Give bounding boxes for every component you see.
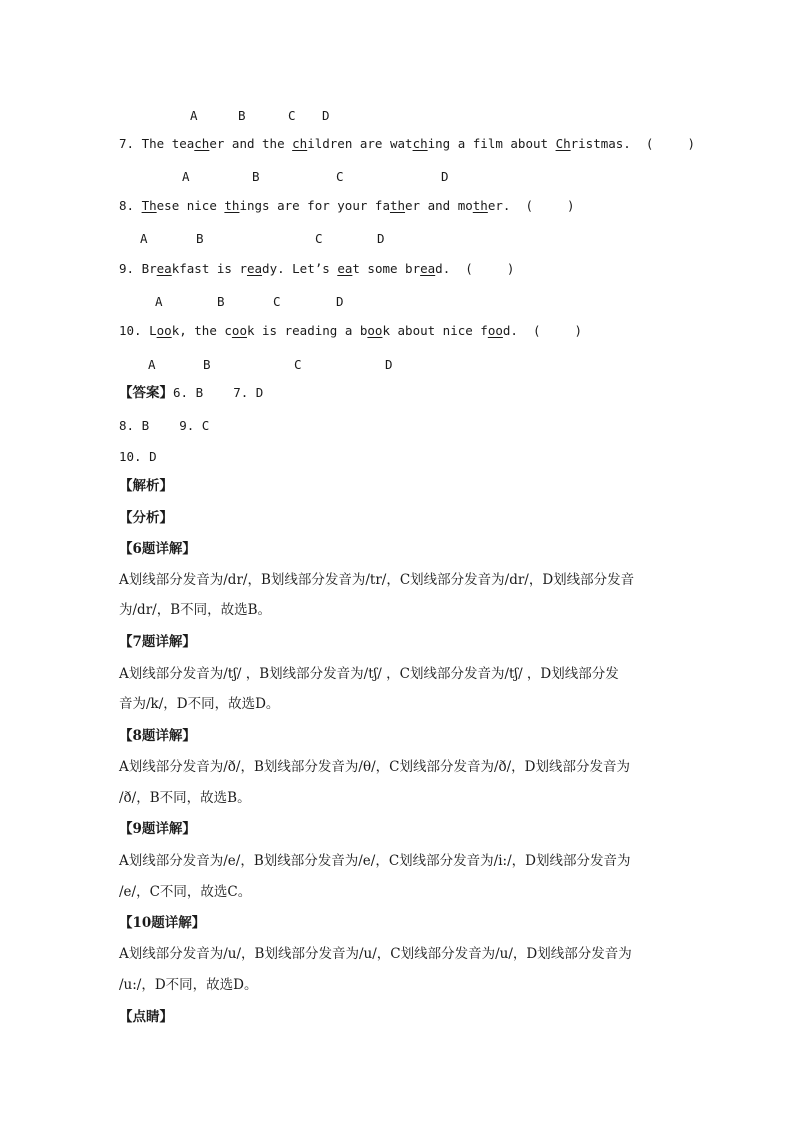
answer-label: 【答案】 [119,385,173,401]
heading-q9: 【9题详解】 [119,821,196,837]
answer-line-1: 【答案】6. B 7. D [119,385,264,401]
option-letter: C [336,169,344,184]
heading-dianjing: 【点睛】 [119,1009,173,1025]
heading-q7: 【7题详解】 [119,634,196,650]
detail-q9-line1: A划线部分发音为/e/，B划线部分发音为/e/，C划线部分发音为/i:/，D划线部分发音为 [119,853,631,869]
option-letter: B [203,357,211,372]
option-letter: D [385,357,393,372]
option-letter: C [315,231,323,246]
option-letter: D [377,231,385,246]
option-letter: B [252,169,260,184]
heading-analysis: 【解析】 [119,478,173,494]
detail-q7-line1: A划线部分发音为/tʃ/ ，B划线部分发音为/tʃ/ ，C划线部分发音为/tʃ/ ，D划线部分发 [119,666,619,682]
option-letter: C [288,108,296,123]
question-7: 7. The teacher and the children are watching a film about Christmas. ( ) [119,136,695,151]
heading-fenxi: 【分析】 [119,510,173,526]
option-letter: C [273,294,281,309]
option-letter: A [182,169,190,184]
detail-q8-line1: A划线部分发音为/ð/，B划线部分发音为/θ/，C划线部分发音为/ð/，D划线部分发音为 [119,759,630,775]
detail-q10-line1: A划线部分发音为/u/，B划线部分发音为/u/，C划线部分发音为/u/，D划线部分发音为 [119,946,632,962]
detail-q7-line2: 音为/k/，D不同，故选D。 [119,696,280,712]
option-letter: B [217,294,225,309]
option-letter: B [238,108,246,123]
option-letter: A [140,231,148,246]
option-letter: D [336,294,344,309]
option-letter: A [155,294,163,309]
question-8: 8. These nice things are for your father and mother. ( ) [119,198,575,213]
heading-q8: 【8题详解】 [119,728,196,744]
detail-q10-line2: /u:/，D不同，故选D。 [119,977,258,993]
question-9: 9. Breakfast is ready. Let’s eat some bread. ( ) [119,261,515,276]
detail-q6-line1: A划线部分发音为/dr/，B划线部分发音为/tr/，C划线部分发音为/dr/，D划线部分发音 [119,572,635,588]
option-letter: D [322,108,330,123]
option-letter: D [441,169,449,184]
detail-q8-line2: /ð/，B不同，故选B。 [119,790,251,806]
detail-q6-line2: 为/dr/，B不同，故选B。 [119,602,272,618]
detail-q9-line2: /e/，C不同，故选C。 [119,884,252,900]
option-letter: A [148,357,156,372]
heading-q6: 【6题详解】 [119,541,196,557]
option-letter: A [190,108,198,123]
option-letter: B [196,231,204,246]
answer-line-2: 8. B 9. C [119,418,210,433]
heading-q10: 【10题详解】 [119,915,206,931]
answer-line-3: 10. D [119,449,157,464]
question-10: 10. Look, the cook is reading a book about nice food. ( ) [119,323,583,338]
option-letter: C [294,357,302,372]
